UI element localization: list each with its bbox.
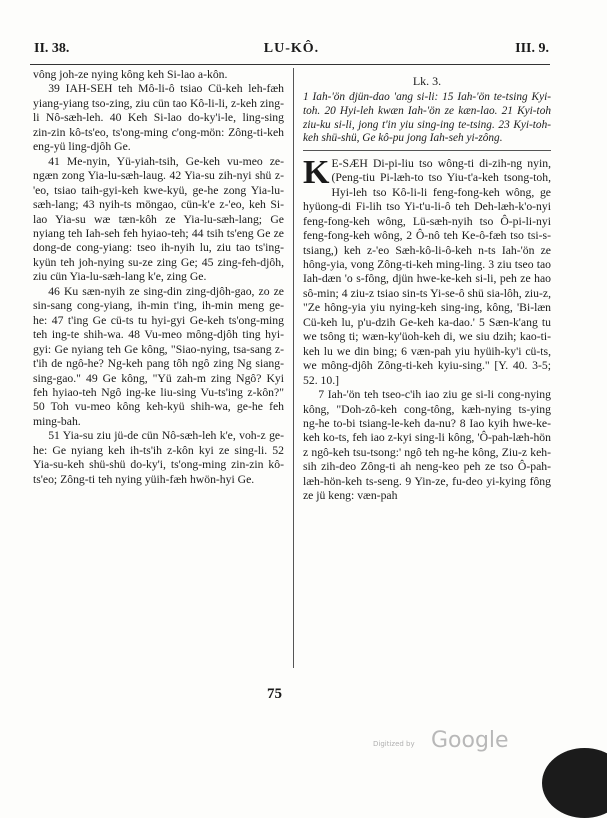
left-paragraph: 51 Yia-su ziu jü-de cün Nô-sæh-leh k'e, voh-z ge-he: Ge nyiang keh ih-ts'ih z-kôn kyi ze sing-li. 52 Yia-su-keh shü-shü do-ky'i, ts'ong-ming zin-zin kô-ts'eo; Zông-ti teh nying yüih-fæh hwön-hyi Ge. xyxy=(33,429,284,486)
chapter-summary: 1 Iah-'ön djün-dao 'ang si-li: 15 Iah-'ön te-tsing Kyi-toh. 20 Hyi-leh kwæn Iah-'ön ze kæn-lao. 21 Kyi-toh ziu-ku si-li, jong t'in yiu sing-ing te-tsing. 23 Kyi-toh-keh shü-shü, Ge kô-pu jong Iah-seh yi-zông. xyxy=(303,91,551,145)
column-divider xyxy=(293,68,294,668)
second-paragraph: 7 Iah-'ön teh tseo-c'ih iao ziu ge si-li cong-nying kông, "Doh-zô-keh cong-tông, kæh-nying ts-ying ng-he to-bi tsiang-le-keh da-nu? 8 Iao kyih hwe-ke-keh ko-ts, feh iao z-kyi sing-li kông, 'Ô-pah-læh-hön z ngô-keh tsu-tsong:' ngô teh ng-he kông, Ziu-z keh-sih zih-deo Zông-ti ah neng-keo peh ze tso Ô-pah-læh-hön-keh ts-seng. 9 Yin-ze, fu-deo yi-kying fông ze jü keng: væn-pah xyxy=(303,388,551,503)
left-paragraph: 39 IAH-SEH teh Mô-li-ô tsiao Cü-keh leh-fæh yiang-yiang tso-zing, ziu cün tao Kô-li-li, z-keh zing-li Nô-sæh-leh. 40 Keh Si-lao do-ky'i-le, ling-sing zin-zin kô-ts'eo, ts'ong-ming c'ong-mön: Zông-ti-keh eng-yü ling-djôh Ge. xyxy=(33,82,284,154)
left-paragraph: 41 Me-nyin, Yü-yiah-tsih, Ge-keh vu-meo ze-ngæn zong Yia-lu-sæh-laug. 42 Yia-su zih-nyi shü z-'eo, tsiao taih-gyi-keh kwe-kyü, ge-he zong Yia-lu-sæh-lang; 43 nyih-ts möngao, cün-k'e z-'eo, keh Si-lao Yia-su wæ tæn-kôh ze Yia-lu-sæh-lang; Ge nyiang teh Iah-seh feh hyiao-teh; 44 tsih ts'eng Ge ze dong-de cong-yiang: tseo ih-nyih lu, ziu tao ts'ing-kyün teh joh-nying su-ze zing Ge; 45 zing-feh-djôh, ziu cün Yia-lu-sæh-lang k'e, zing Ge. xyxy=(33,154,284,284)
left-paragraph: 46 Ku sæn-nyih ze sing-din zing-djôh-gao, zo ze sin-sang cong-yiang, ih-min t'ing, ih-min meng ge-he: 47 t'ing Ge cü-ts tu hyi-gyi Ge-keh ts'ong-ming teh ing-te shih-wa. 48 Vu-meo mông-djôh ting hyi-gyi: Ge nyiang teh Ge kông, "Siao-nying, tsa-sang z-t'ih de ngô-he? Ng-keh pang tôh ngô zing Ng siang-sing-gao." 49 Ge kông, "Yü zah-m zing Ngô? Kyi feh hyiao-teh Ngô ing-ke liu-sing Vu-ts'ing z-kôn?" 50 Toh vu-meo kông keh-kyü shih-wa, ge-he feh ming-bah. xyxy=(33,284,284,428)
chapter-heading: Lk. 3. xyxy=(412,74,442,88)
running-header xyxy=(34,41,549,63)
google-logo: Google xyxy=(431,728,509,753)
summary-rule xyxy=(303,150,551,151)
digitized-watermark xyxy=(373,728,513,758)
scan-corner-shadow xyxy=(542,748,607,818)
header-title: LU-KÔ. xyxy=(263,41,320,56)
header-rule xyxy=(30,64,550,65)
left-paragraph: vông joh-ze nying kông keh Si-lao a-kôn. xyxy=(33,68,228,81)
right-column xyxy=(303,68,551,504)
left-column xyxy=(33,68,284,487)
first-paragraph xyxy=(303,153,551,388)
drop-cap: K xyxy=(303,153,330,191)
page-number: 75 xyxy=(267,686,282,702)
header-left-reference: II. 38. xyxy=(34,41,70,56)
watermark-small-text: Digitized by xyxy=(373,740,415,748)
header-right-reference: III. 9. xyxy=(515,41,549,56)
first-paragraph-text: E-SÆH Di-pi-liu tso wông-ti di-zih-ng nyin, (Peng-tiu Pi-læh-to tso Yiu-t'a-keh tsong-toh, Hyi-leh tso Kô-li-li feng-fong-keh wông, ge hyüong-di Fi-lih tso Yi-t'u-li-ô teh Deh-læh-k'o-nyi feng-fong-keh wông, Lü-sæh-nyih tso Ô-pi-li-nyi feng-fong-keh wông, 2 Ô-nô teh Ke-ô-fæh tso tsi-s-tsiang,) keh z-'eo Sæh-kô-li-ô-keh n-ts Iah-'ön ze hông-yia, vong Zông-ti-keh ming-ling. 3 ziu tseo tao Iah-dæn 'o s-fông, djün hwe-ke-keh si-li, peh ze hao sô-min; 4 ziu-z tsiao sin-ts Yi-se-ô shü sia-lôh, ziu-z, "Ze hông-yia yiu nying-keh sing-ing, kông, 'Bi-læn Cü-keh lu, p'u-dzih Ge-keh ka-dao.' 5 Sæn-k'ang tu we tsông ti; wæn-ky'üoh-keh di, we siu dzih; kao-ti-keh lu we din bing; 6 væn-pah yiu hyüih-ky'i cü-ts, we mông-djôh Zông-ti-keh kyiu-sing." [Y. 40. 3-5; 52. 10.] xyxy=(303,156,551,387)
